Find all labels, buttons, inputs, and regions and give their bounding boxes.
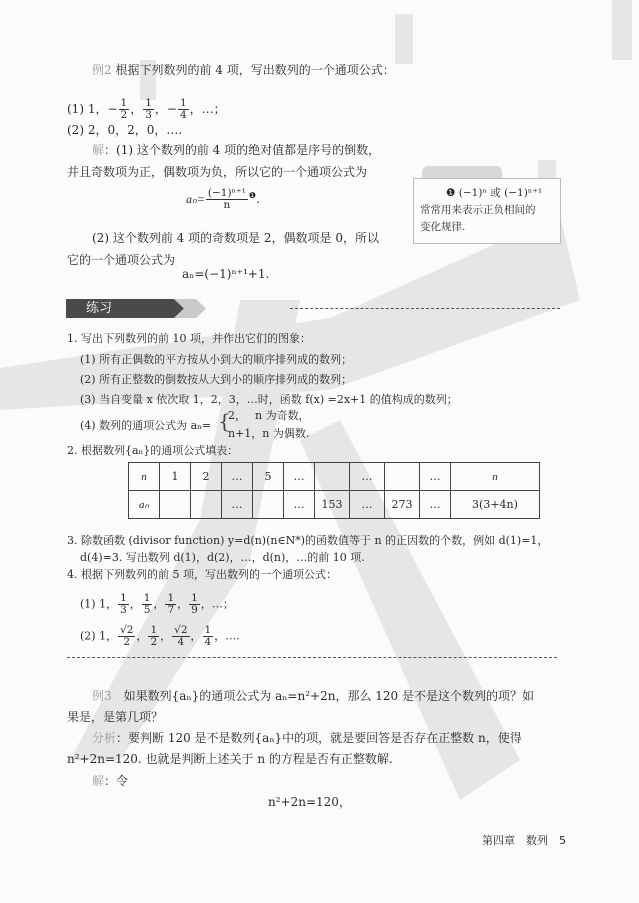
table-cell: …	[222, 463, 253, 491]
numerator: 1	[179, 97, 187, 109]
table-cell: …	[284, 463, 315, 491]
page-footer	[482, 832, 566, 848]
table-cell: 153	[315, 491, 350, 519]
footnote-marker: ❶	[248, 191, 257, 200]
example2-prompt: 根据下列数列的前 4 项，写出数列的一个通项公式：	[115, 63, 395, 77]
fraction	[178, 98, 189, 121]
example3-line2: 果是，是第几项？	[67, 710, 164, 724]
q2: 2. 根据数列{aₙ}的通项公式填表：	[67, 444, 239, 457]
brace: {	[218, 409, 231, 433]
denominator: 2	[123, 636, 131, 648]
fraction	[203, 625, 214, 648]
analysis-label: 分析	[92, 731, 117, 745]
table-cell: …	[350, 463, 385, 491]
table-cell	[160, 491, 191, 519]
fraction	[143, 98, 154, 121]
table-cell	[191, 491, 222, 519]
term-sign: −	[107, 102, 118, 116]
exercise-title: 练习	[86, 301, 113, 316]
table-row	[129, 491, 540, 519]
q4-part1: (1) 1， $\frac{1}{3}$ ， $\frac{1}{5}$ ， $\frac{1}{7}$ ， $\frac{1}{9}$ ，…；	[80, 592, 234, 616]
example3-label: 例3	[92, 689, 112, 703]
solution2-line1: (2) 这个数列前 4 项的奇数项是 2，偶数项是 0，所以	[92, 231, 379, 245]
example3-text: 如果数列{aₙ}的通项公式为 aₙ=n²+2n，那么 120 是不是这个数列的项？如	[123, 689, 534, 703]
term-sign: −	[166, 102, 177, 116]
example2-part2: (2) 2，0，2，0，….	[67, 123, 183, 137]
numerator: 1	[120, 592, 127, 604]
formula2: aₙ=(−1)ⁿ⁺¹+1.	[182, 267, 270, 281]
q1-item4-case1: 2， n 为奇数，	[228, 409, 310, 422]
analysis-line2: n²+2n=120. 也就是判断上述关于 n 的方程是否有正整数解.	[67, 752, 393, 766]
table-cell: …	[350, 491, 385, 519]
side-note-tab	[422, 166, 502, 178]
fraction	[172, 625, 189, 648]
numerator: 1	[191, 592, 198, 604]
page-number: 5	[559, 834, 566, 847]
q1-item4-case2: n+1，n 为偶数.	[228, 427, 310, 440]
table-cell: n	[492, 471, 498, 483]
formula-lhs: aₙ=	[186, 192, 205, 206]
solution-label: 解	[92, 143, 105, 157]
solution1-line1	[92, 142, 380, 158]
table-cell: …	[222, 491, 253, 519]
table-cell: …	[284, 491, 315, 519]
solution-text: ：(1) 这个数列的前 4 项的绝对值都是序号的倒数，	[104, 143, 381, 157]
table-cell: …	[420, 463, 451, 491]
example2-part1: (1) 1，− $\frac{1}{2}$ ， $\frac{1}{3}$ ，− $\frac{1}{4}$ ，…；	[67, 97, 226, 121]
fill-in-table	[128, 462, 540, 519]
table-cell	[253, 491, 284, 519]
q1: 1. 写出下列数列的前 10 项，并作出它们的图象：	[67, 332, 311, 345]
q3-line2: d(4)=3. 写出数列 d(1)，d(2)，…，d(n)，…的前 10 项.	[80, 551, 365, 564]
table-cell: n	[141, 471, 147, 483]
part-suffix: ，….	[214, 629, 240, 643]
solution-label: 解	[92, 774, 105, 788]
solution-text: ：令	[104, 774, 129, 788]
table-cell: 1	[160, 463, 191, 491]
fraction	[118, 625, 135, 648]
chapter-title: 第四章 数列	[482, 834, 548, 847]
example3-solution	[92, 773, 128, 789]
fraction	[142, 593, 153, 616]
part-prefix: (2) 1，	[80, 629, 118, 643]
denominator: 3	[145, 109, 152, 121]
side-note	[413, 178, 561, 244]
example2-label: 例2	[92, 63, 112, 77]
denominator: 2	[150, 636, 158, 648]
numerator: 1	[120, 97, 128, 109]
table-cell	[385, 463, 420, 491]
side-note-line1: ❶ (−1)ⁿ 或 (−1)ⁿ⁺¹	[446, 187, 543, 199]
fraction	[148, 625, 159, 648]
side-note-line3: 变化规律.	[420, 221, 466, 233]
q4-part2: (2) 1， $\frac{√2}{2}$ ， $\frac{1}{2}$ ， $\frac{√2}{4}$ ， $\frac{1}{4}$ ，….	[80, 624, 240, 648]
divider-dashed	[67, 657, 557, 658]
denominator: n	[223, 199, 231, 211]
fraction	[118, 593, 129, 616]
analysis-line1	[92, 730, 522, 746]
divider-dashed	[290, 308, 560, 309]
table-row	[129, 463, 540, 491]
denominator: 4	[177, 636, 185, 648]
denominator: 7	[167, 604, 175, 616]
part-prefix: (1) 1，	[80, 597, 118, 611]
example2-heading	[92, 62, 395, 78]
denominator: 3	[120, 604, 127, 616]
solution1-line2: 并且奇数项为正，偶数项为负，所以它的一个通项公式为	[67, 165, 368, 179]
q1-item4-prefix: (4) 数列的通项公式为 aₙ=	[80, 419, 212, 432]
numerator: 1	[204, 624, 212, 636]
equation: n²+2n=120，	[268, 795, 351, 809]
table-cell	[315, 463, 350, 491]
table-cell: …	[420, 491, 451, 519]
denominator: 2	[120, 109, 128, 121]
table-cell: aₙ	[139, 499, 149, 511]
denominator: 9	[191, 604, 198, 616]
denominator: 4	[204, 636, 212, 648]
numerator: 1	[167, 592, 175, 604]
fraction	[119, 98, 130, 121]
analysis-text: ：要判断 120 是不是数列{aₙ}中的项，就是要回答是否存在正整数 n，使得	[116, 731, 522, 745]
q1-item1: (1) 所有正偶数的平方按从小到大的顺序排列成的数列；	[80, 353, 353, 366]
fraction	[189, 593, 200, 616]
numerator: 1	[145, 97, 152, 109]
fraction	[165, 593, 176, 616]
numerator: 1	[150, 624, 158, 636]
numerator: 1	[143, 592, 151, 604]
part-suffix: ，…；	[189, 102, 226, 116]
fraction	[206, 188, 248, 211]
denominator: 4	[179, 109, 187, 121]
table-cell: 273	[385, 491, 420, 519]
numerator: √2	[120, 624, 134, 636]
q4: 4. 根据下列数列的前 5 项，写出数列的一个通项公式：	[67, 568, 337, 581]
q1-item2: (2) 所有正整数的倒数按从大到小的顺序排列成的数列；	[80, 373, 353, 386]
table-cell: 3(3+4n)	[451, 491, 540, 519]
table-cell: 5	[253, 463, 284, 491]
q3-line1: 3. 除数函数 (divisor function) y=d(n)(n∈N*)的函数值等于 n 的正因数的个数，例如 d(1)=1，	[67, 534, 549, 547]
numerator: √2	[174, 624, 188, 636]
table-cell: 2	[191, 463, 222, 491]
formula1: aₙ= $\frac{\text{(−1)ⁿ⁺¹}}{n}$ $^❶$.	[186, 187, 260, 211]
example3-line1	[92, 688, 534, 704]
solution2-line2: 它的一个通项公式为	[67, 253, 176, 267]
side-note-line2: 常常用来表示正负相间的	[420, 204, 536, 216]
part-prefix: (1) 1，	[67, 102, 108, 116]
part-suffix: ，…；	[200, 597, 234, 611]
q1-item3: (3) 当自变量 x 依次取 1，2，3，…时，函数 f(x) =2x+1 的值构成的数列；	[80, 393, 458, 406]
denominator: 5	[143, 604, 151, 616]
numerator: (−1)ⁿ⁺¹	[207, 187, 246, 199]
